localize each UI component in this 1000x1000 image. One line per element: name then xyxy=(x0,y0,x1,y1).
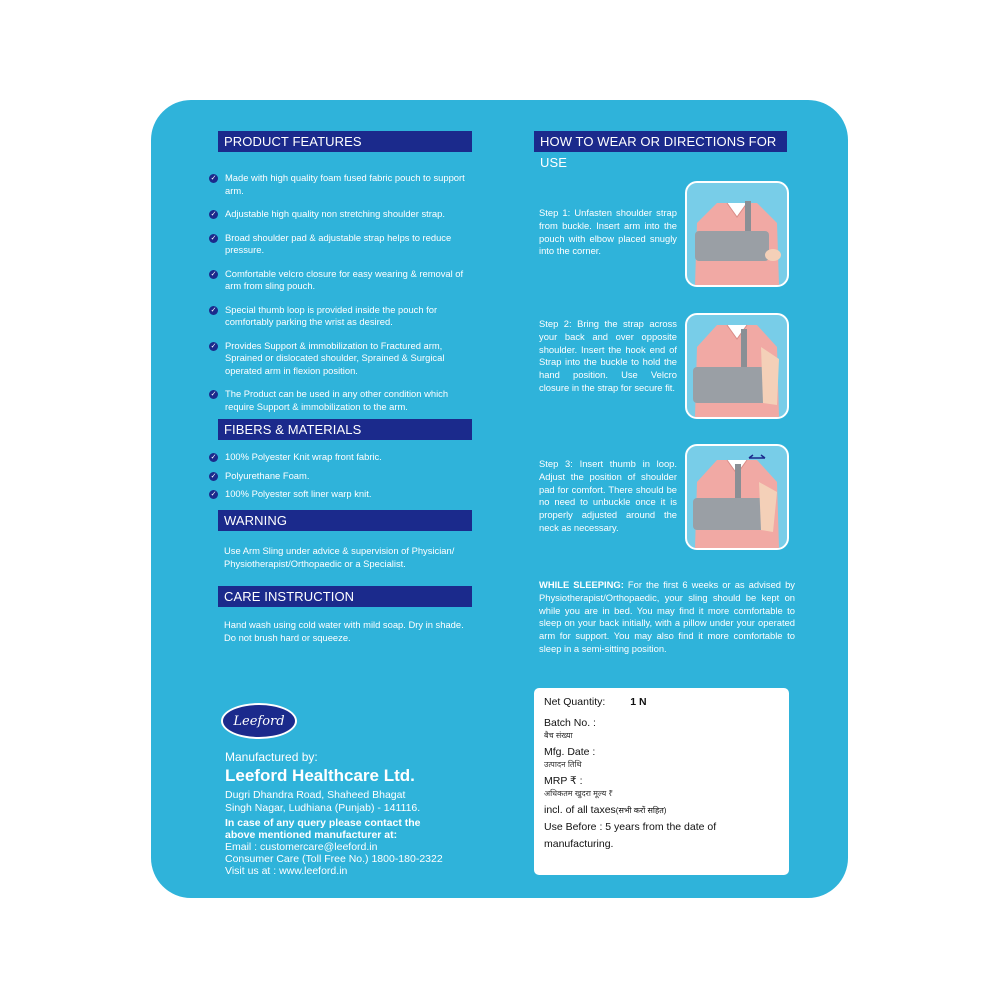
mfg-date-hindi: उत्पादन तिथि xyxy=(544,760,582,769)
feature-item: ✓ Broad shoulder pad & adjustable strap helps to reduce pressure. xyxy=(210,231,452,255)
check-icon: ✓ xyxy=(210,269,217,278)
step-2-text: Step 2: Bring the strap across your back and over opposite shoulder. Insert the hook end of Strap into the buckle to hold the hand position. Use Velcro closure in the strap for secure fit. xyxy=(539,318,677,393)
care-header: CARE INSTRUCTION xyxy=(218,586,472,607)
check-icon: ✓ xyxy=(210,490,217,498)
quantity-info-box xyxy=(534,688,789,875)
query-line-2: above mentioned manufacturer at: xyxy=(225,829,398,841)
feature-item: ✓ Special thumb loop is provided inside the pouch for comfortably parking the wrist as desired. xyxy=(210,303,438,327)
warning-header: WARNING xyxy=(218,510,472,531)
warning-text: Use Arm Sling under advice & supervision of Physician/ Physiotherapist/Orthopaedic or a Specialist. xyxy=(224,545,455,569)
check-icon: ✓ xyxy=(210,233,217,242)
fibers-header: FIBERS & MATERIALS xyxy=(218,419,472,440)
step-3-image xyxy=(685,444,789,550)
step-2-image xyxy=(685,313,789,419)
step-1-text: Step 1: Unfasten shoulder strap from buckle. Insert arm into the pouch with elbow placed snugly into the corner. xyxy=(539,207,677,257)
feature-item: ✓ Comfortable velcro closure for easy wearing & removal of arm from sling pouch. xyxy=(210,267,464,291)
features-list xyxy=(209,172,469,413)
address-line-1: Dugri Dhandra Road, Shaheed Bhagat xyxy=(225,789,406,801)
logo-text: Leeford xyxy=(233,713,285,729)
fiber-item: ✓ Polyurethane Foam. xyxy=(210,469,310,481)
website-line: Visit us at : www.leeford.in xyxy=(225,865,348,877)
email-line: Email : customercare@leeford.in xyxy=(225,841,378,853)
check-icon: ✓ xyxy=(210,210,217,218)
check-icon: ✓ xyxy=(210,341,217,350)
feature-item: ✓ Adjustable high quality non stretching shoulder strap. xyxy=(210,208,445,219)
arm-sling-illustration xyxy=(687,315,787,417)
check-icon: ✓ xyxy=(210,453,217,461)
mfg-date-label: Mfg. Date : xyxy=(544,746,596,758)
check-icon: ✓ xyxy=(210,471,217,480)
step-3-text: Step 3: Insert thumb in loop. Adjust the position of shoulder pad for comfort. There should be no need to unbuckle once it is properly adjusted around the neck as necessary. xyxy=(539,458,677,533)
batch-hindi: बैच संख्या xyxy=(544,731,573,740)
mrp-label: MRP ₹ : xyxy=(544,775,583,787)
batch-label: Batch No. : xyxy=(544,717,596,729)
arm-sling-illustration xyxy=(687,183,787,285)
product-panel xyxy=(151,100,848,898)
address-line-2: Singh Nagar, Ludhiana (Punjab) - 141116. xyxy=(225,802,421,814)
net-quantity-row: Net Quantity: 1 N xyxy=(544,696,647,708)
fibers-list xyxy=(209,451,469,501)
feature-item: ✓ The Product can be used in any other condition which require Support & immobilization to the arm. xyxy=(210,388,449,412)
care-text: Hand wash using cold water with mild soap. Dry in shade. Do not brush hard or squeeze. xyxy=(224,619,464,643)
how-to-wear-header: HOW TO WEAR OR DIRECTIONS FOR USE xyxy=(534,131,787,152)
sleeping-instructions: WHILE SLEEPING: For the first 6 weeks or as advised by Physiotherapist/Orthopaedic, your sling should be kept on while you are in bed. You may find it more comfortable to sleep on your back initially, with a pillow under your operated arm for support. You may also find it more comfortable to sleep in a semi-sitting position. xyxy=(539,579,795,654)
fiber-item: ✓ 100% Polyester soft liner warp knit. xyxy=(210,488,372,499)
company-name: Leeford Healthcare Ltd. xyxy=(225,766,415,785)
mrp-hindi: अधिकतम खुदरा मूल्य ₹ xyxy=(544,789,614,798)
arm-sling-illustration xyxy=(687,446,787,548)
feature-item: ✓ Provides Support & immobilization to Fractured arm, Sprained or dislocated shoulder, Sprained & Surgical operated arm in flexion position. xyxy=(210,339,445,376)
step-1-image xyxy=(685,181,789,287)
manufactured-by-label: Manufactured by: xyxy=(225,750,318,764)
use-before-label: Use Before : 5 years from the date of xyxy=(544,821,717,833)
check-icon: ✓ xyxy=(210,174,217,182)
check-icon: ✓ xyxy=(210,305,217,314)
consumer-care-line: Consumer Care (Toll Free No.) 1800-180-2322 xyxy=(225,853,443,865)
taxes-row: incl. of all taxes(सभी करों सहित) xyxy=(544,804,667,816)
feature-item: ✓ Made with high quality foam fused fabric pouch to support arm. xyxy=(210,172,465,196)
product-features-header: PRODUCT FEATURES xyxy=(218,131,472,152)
leeford-logo xyxy=(221,703,297,739)
query-line-1: In case of any query please contact the xyxy=(225,817,421,829)
use-before-continuation: manufacturing. xyxy=(544,838,614,850)
check-icon: ✓ xyxy=(210,390,217,398)
fiber-item: ✓ 100% Polyester Knit wrap front fabric. xyxy=(210,451,382,462)
